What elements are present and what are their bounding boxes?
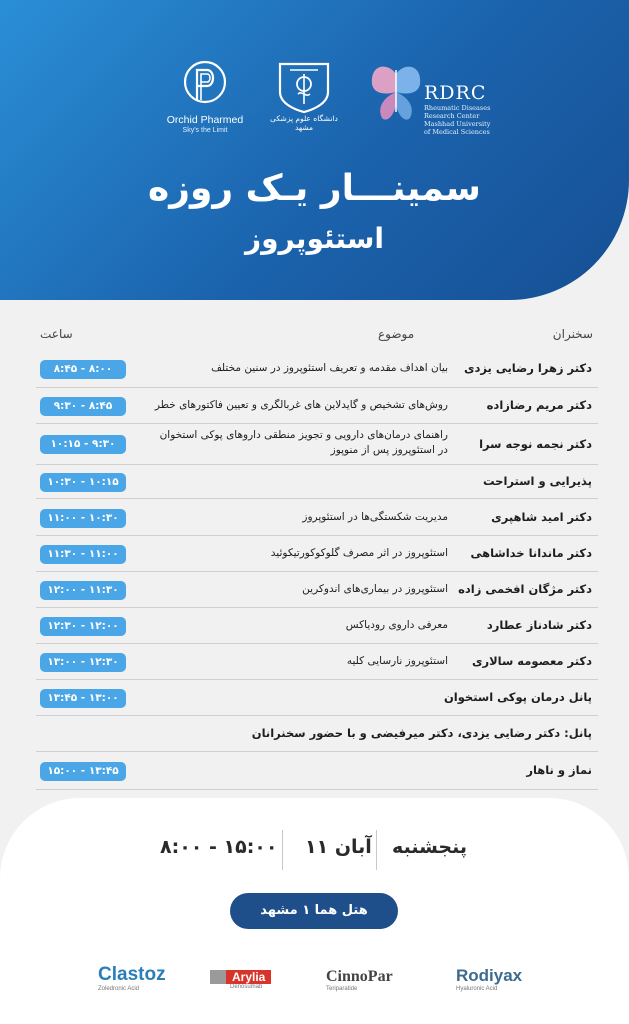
- speaker-name: دکتر مریم رضازاده: [486, 398, 592, 412]
- header-time: ساعت: [40, 327, 73, 341]
- event-hours: ۸:۰۰ - ۱۵:۰۰: [160, 836, 278, 858]
- rdrc-name: RDRC: [424, 82, 487, 104]
- time-badge: ۱۰:۱۵ - ۱۰:۳۰: [40, 473, 126, 492]
- university-logo: [268, 58, 340, 134]
- speaker-name: دکتر معصومه سالاری: [471, 654, 592, 668]
- brand-subtitle: Teriparatide: [326, 986, 358, 992]
- time-badge: ۱۲:۰۰ - ۱۲:۳۰: [40, 617, 126, 636]
- rdrc-subtitle: Rheumatic Diseases Research Center Mashhad University of Medical Sciences: [424, 104, 491, 136]
- table-row: [36, 465, 598, 499]
- speaker-name: دکتر ماندانا خداشاهی: [470, 546, 592, 560]
- butterfly-icon: [368, 62, 424, 124]
- table-row: [36, 680, 598, 716]
- brand-name: Arylia: [226, 970, 271, 984]
- time-badge: ۱۰:۳۰ - ۱۱:۰۰: [40, 509, 126, 528]
- table-row: [36, 644, 598, 680]
- brand-cinnopar: [326, 968, 393, 992]
- topic-text: استئوپروز نارسایی کلیه: [346, 655, 448, 667]
- break-label: پذیرایی و استراحت: [483, 474, 592, 488]
- speaker-name: دکتر نجمه نوجه سرا: [479, 437, 592, 451]
- time-badge: ۱۳:۴۵ - ۱۵:۰۰: [40, 762, 126, 781]
- brand-name: CinnoPar: [326, 968, 393, 985]
- brand-clastoz: [98, 964, 166, 992]
- orchid-pharmed-logo: [160, 58, 250, 134]
- time-badge: ۸:۴۵ - ۹:۳۰: [40, 397, 126, 416]
- brand-subtitle: Hyaluronic Acid: [456, 986, 498, 992]
- table-row: [36, 350, 598, 388]
- event-day: پنجشنبه: [392, 836, 467, 858]
- time-badge: ۱۲:۳۰ - ۱۳:۰۰: [40, 653, 126, 672]
- table-row: [36, 716, 598, 752]
- orchid-p-icon: [181, 58, 229, 110]
- logo-bar: [0, 58, 629, 138]
- table-row: [36, 752, 598, 790]
- brand-rodiyax: [456, 966, 522, 992]
- time-badge: ۱۱:۰۰ - ۱۱:۳۰: [40, 545, 126, 564]
- orchid-pharmed-tagline: Sky's the Limit: [182, 127, 228, 134]
- panel-members: پانل: دکتر رضایی یزدی، دکتر میرفیضی و با حضور سخنرانان: [251, 726, 592, 740]
- lunch-label: نماز و ناهار: [526, 763, 592, 777]
- table-row: [36, 499, 598, 536]
- seminar-title: سمینـــار یـک روزه: [148, 168, 481, 209]
- table-row: [36, 608, 598, 644]
- table-row: [36, 424, 598, 465]
- time-badge: ۱۳:۰۰ - ۱۳:۴۵: [40, 689, 126, 708]
- speaker-name: دکتر امید شاهپری: [491, 510, 592, 524]
- panel-title: پانل درمان پوکی استخوان: [443, 690, 592, 704]
- topic-text: استئوپروز در بیماری‌های اندوکرین: [302, 583, 448, 595]
- header-topic: موضوع: [378, 327, 415, 341]
- topic-text: استئوپروز در اثر مصرف گلوکوکورتیکوئید: [270, 547, 448, 559]
- time-badge: ۹:۳۰ - ۱۰:۱۵: [40, 435, 126, 454]
- header-speakers: سخنران: [552, 327, 593, 341]
- topic-text: معرفی داروی رودیاکس: [345, 619, 448, 631]
- header-banner: [0, 0, 629, 300]
- table-row: [36, 536, 598, 572]
- event-date-row: [0, 830, 629, 870]
- divider: [282, 830, 283, 870]
- time-badge: ۱۱:۳۰ - ۱۲:۰۰: [40, 581, 126, 600]
- speaker-name: دکتر مژگان افخمی زاده: [458, 582, 592, 596]
- rdrc-logo: [368, 62, 491, 136]
- table-row: [36, 572, 598, 608]
- brand-subtitle: Denosumab: [230, 984, 263, 990]
- brand-name: Clastoz: [98, 964, 166, 985]
- speaker-name: دکتر شادناز عطارد: [486, 618, 592, 632]
- topic-text: راهنمای درمان‌های دارویی و تجویز منطقی داروهای پوکی استخوان در استئوپروز پس از منوپوز: [159, 429, 448, 456]
- university-emblem-icon: [268, 58, 340, 114]
- topic-text: مدیریت شکستگی‌ها در استئوپروز: [302, 511, 448, 523]
- seminar-subtitle: استئوپروز: [244, 222, 384, 255]
- brand-logos: [0, 964, 629, 1004]
- orchid-pharmed-name: Orchid Pharmed: [166, 114, 244, 126]
- brand-subtitle: Zoledronic Acid: [98, 986, 140, 992]
- topic-text: روش‌های تشخیص و گایدلاین های غربالگری و تعیین فاکتورهای خطر: [154, 399, 448, 411]
- divider: [376, 830, 377, 870]
- brand-arylia: [210, 970, 271, 990]
- time-badge: ۸:۰۰ - ۸:۴۵: [40, 360, 126, 379]
- brand-name: Rodiyax: [456, 966, 523, 985]
- venue-badge: هتل هما ۱ مشهد: [230, 893, 398, 929]
- schedule-table: [36, 350, 598, 790]
- speaker-name: دکتر زهرا رضایی یزدی: [463, 361, 592, 375]
- table-row: [36, 388, 598, 424]
- event-date: ۱۱ آبان: [305, 836, 372, 858]
- university-name: دانشگاه علوم پزشکی مشهد: [270, 114, 338, 132]
- arylia-mark-icon: [210, 970, 226, 984]
- topic-text: بیان اهداف مقدمه و تعریف استئوپروز در سنین مختلف: [211, 362, 448, 374]
